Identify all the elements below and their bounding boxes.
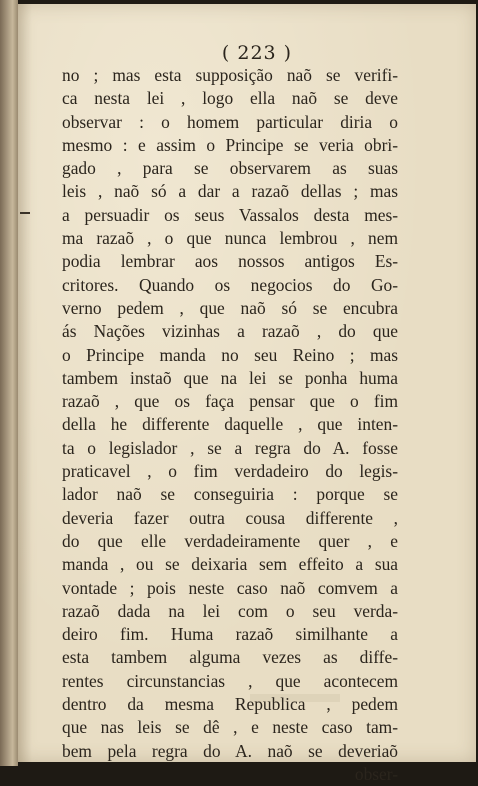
text-line: tambem instaõ que na lei se ponha huma (62, 367, 398, 388)
text-line: dentro da mesma Republica , pedem (62, 694, 398, 715)
text-line: vontade ; pois neste caso naõ comvem a (62, 577, 398, 598)
text-line: razaõ dada na lei com o seu verda- (62, 600, 398, 621)
text-line: esta tambem alguma vezes as diffe- (62, 647, 398, 668)
text-line: do que elle verdadeiramente quer , e (62, 530, 398, 551)
text-line: critores. Quando os negocios do Go- (62, 274, 398, 295)
text-line: mesmo : e assim o Principe se veria obri- (62, 134, 398, 155)
text-line: praticavel , o fim verdadeiro do legis- (62, 461, 398, 482)
text-line: della he differente daquelle , que inten- (62, 414, 398, 435)
text-line: podia lembrar aos nossos antigos Es- (62, 251, 398, 272)
text-line: ta o legislador , se a regra do A. fosse (62, 437, 398, 458)
catchword: obser- (354, 763, 398, 784)
text-line: observar : o homem particular diria o (62, 111, 398, 132)
text-line: deiro fim. Huma razaõ similhante a (62, 624, 398, 645)
margin-mark (20, 212, 30, 214)
text-line: manda , ou se deixaria sem effeito a sua (62, 554, 398, 575)
text-line: o Principe manda no seu Reino ; mas (62, 344, 398, 365)
text-line: leis , naõ só a dar a razaõ dellas ; mas (62, 181, 398, 202)
text-line: verno pedem , que naõ só se encubra (62, 297, 398, 318)
text-line: ca nesta lei , logo ella naõ se deve (62, 88, 398, 109)
text-line: no ; mas esta supposição naõ se verifi- (62, 65, 398, 85)
page-number: ( 223 ) (221, 42, 293, 64)
text-line: gado , para se observarem as suas (62, 158, 398, 179)
text-line: deveria fazer outra cousa differente , (62, 507, 398, 528)
book-spine-edge (0, 0, 18, 766)
text-line: ma razaõ , o que nunca lembrou , nem (62, 228, 398, 249)
text-line: razaõ , que os faça pensar que o fim (62, 391, 398, 412)
text-line: ás Nações vizinhas a razaõ , do que (62, 321, 398, 342)
text-line: rentes circunstancias , que acontecem (62, 670, 398, 691)
body-text (62, 64, 398, 786)
text-line: lador naõ se conseguiria : porque se (62, 484, 398, 505)
text-line: a persuadir os seus Vassalos desta mes- (62, 204, 398, 225)
text-line: bem pela regra do A. naõ se deveriaõ (62, 740, 398, 761)
text-line: que nas leis se dê , e neste caso tam- (62, 717, 398, 738)
